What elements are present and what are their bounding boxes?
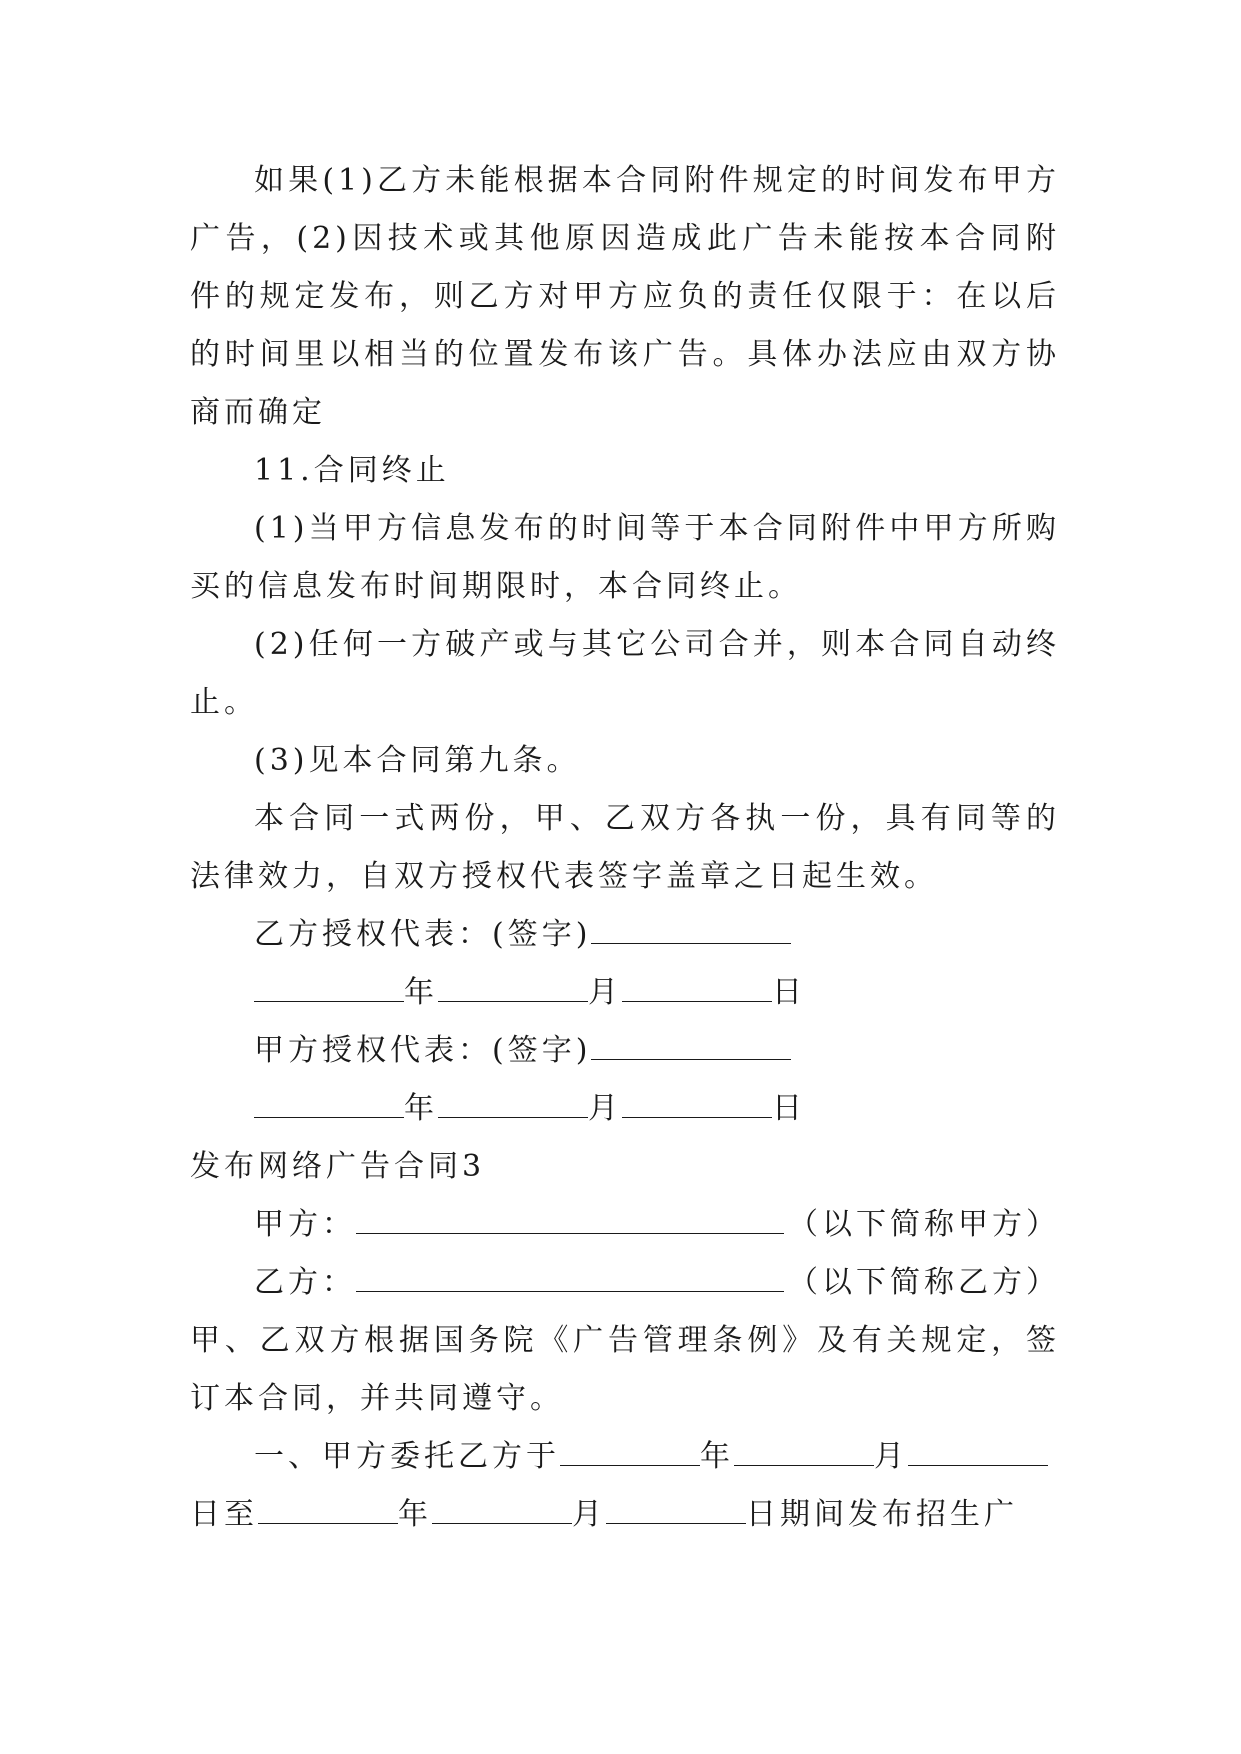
party-a-label: 甲方：	[254, 1207, 356, 1242]
clause-1-line-1	[190, 1428, 1060, 1486]
copies-paragraph: 本合同一式两份，甲、乙双方各执一份，具有同等的法律效力，自双方授权代表签字盖章之日起生效。	[190, 801, 1060, 894]
end-month-blank[interactable]	[432, 1499, 572, 1524]
contract-3-title: 发布网络广告合同3	[190, 1149, 486, 1184]
party-b-signature-line	[190, 906, 1060, 964]
document-body	[190, 152, 1060, 1544]
party-a-signature-line	[190, 1022, 1060, 1080]
party-a-line	[190, 1196, 1060, 1254]
year-blank[interactable]	[254, 1093, 404, 1118]
day-blank[interactable]	[622, 977, 772, 1002]
section-heading-termination: 11.合同终止	[254, 453, 450, 488]
party-b-suffix: （以下简称乙方）	[788, 1265, 1060, 1300]
clause-1-end: 日期间发布招生广	[746, 1497, 1018, 1532]
clause-1-start: 一、甲方委托乙方于	[254, 1439, 560, 1474]
start-year-label: 年	[700, 1439, 734, 1474]
day-to-label: 日至	[190, 1497, 258, 1532]
month-label: 月	[588, 975, 622, 1010]
party-a-name-blank[interactable]	[356, 1209, 784, 1234]
end-day-blank[interactable]	[606, 1499, 746, 1524]
contract-3-intro: 甲、乙双方根据国务院《广告管理条例》及有关规定，签订本合同，并共同遵守。	[190, 1323, 1060, 1416]
day-label: 日	[772, 975, 806, 1010]
month-label: 月	[588, 1091, 622, 1126]
clause-1-line-2	[190, 1486, 1060, 1544]
year-label: 年	[404, 1091, 438, 1126]
day-blank[interactable]	[622, 1093, 772, 1118]
day-label: 日	[772, 1091, 806, 1126]
termination-item-1: (1)当甲方信息发布的时间等于本合同附件中甲方所购买的信息发布时间期限时，本合同终止。	[190, 511, 1060, 604]
party-b-name-blank[interactable]	[356, 1267, 784, 1292]
year-label: 年	[404, 975, 438, 1010]
party-a-date-line	[190, 1080, 1060, 1138]
start-month-blank[interactable]	[734, 1441, 874, 1466]
termination-item-2: (2)任何一方破产或与其它公司合并，则本合同自动终止。	[190, 627, 1060, 720]
liability-paragraph: 如果(1)乙方未能根据本合同附件规定的时间发布甲方广告，(2)因技术或其他原因造成此广告未能按本合同附件的规定发布，则乙方对甲方应负的责任仅限于：在以后的时间里以相当的位置发布该广告。具体办法应由双方协商而确定	[190, 163, 1060, 430]
party-b-signature-label: 乙方授权代表：(签字)	[254, 917, 592, 952]
start-month-label: 月	[874, 1439, 908, 1474]
party-b-label: 乙方：	[254, 1265, 356, 1300]
party-a-signature-blank[interactable]	[591, 1035, 791, 1060]
end-year-blank[interactable]	[258, 1499, 398, 1524]
end-year-label: 年	[398, 1497, 432, 1532]
start-year-blank[interactable]	[560, 1441, 700, 1466]
party-b-signature-blank[interactable]	[591, 919, 791, 944]
party-b-date-line	[190, 964, 1060, 1022]
start-day-blank[interactable]	[908, 1441, 1048, 1466]
year-blank[interactable]	[254, 977, 404, 1002]
end-month-label: 月	[572, 1497, 606, 1532]
party-a-suffix: （以下简称甲方）	[788, 1207, 1060, 1242]
termination-item-3: (3)见本合同第九条。	[254, 743, 581, 778]
party-a-signature-label: 甲方授权代表：(签字)	[254, 1033, 592, 1068]
month-blank[interactable]	[438, 977, 588, 1002]
party-b-line	[190, 1254, 1060, 1312]
month-blank[interactable]	[438, 1093, 588, 1118]
